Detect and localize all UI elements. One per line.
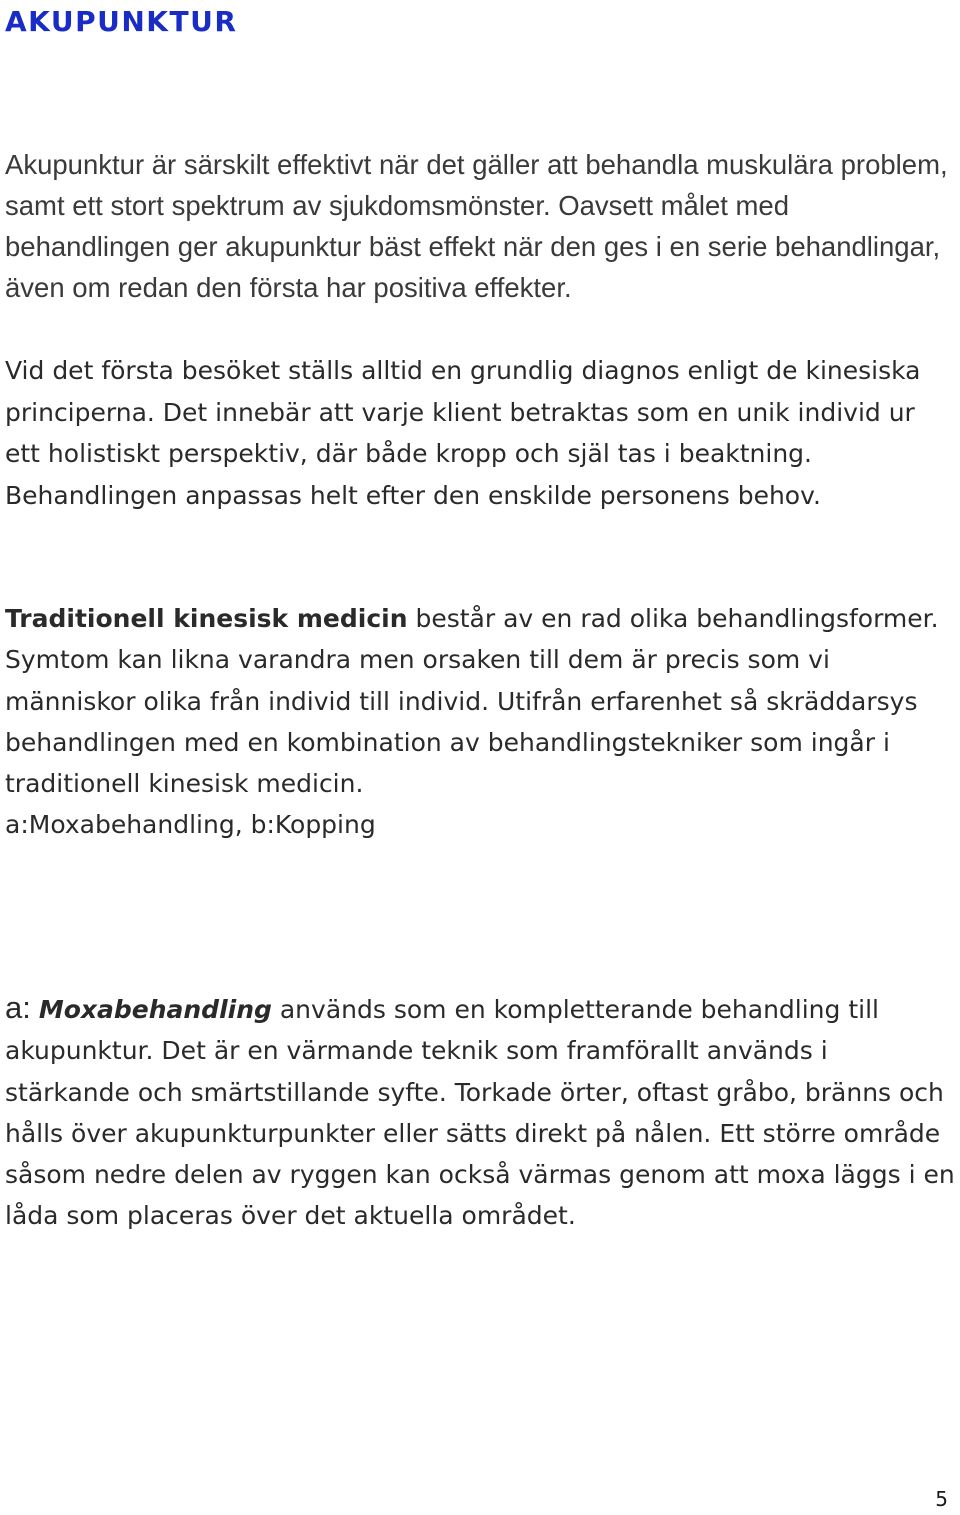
intro-paragraph: Akupunktur är särskilt effektivt när det gäller att behandla muskulära problem, samt ett stort spektrum av sjukdomsmönster. Oavsett målet med behandlingen ger akupunktur bäst effekt när den ges i en serie behandlingar, även om redan den första har positiva effekter.: [5, 149, 948, 303]
page-title: AKUPUNKTUR: [5, 5, 238, 38]
moxa-paragraph: [5, 987, 955, 1237]
diagnosis-paragraph: Vid det första besöket ställs alltid en grundlig diagnos enligt de kinesiska principerna. Det innebär att varje klient betraktas som en unik individ ur ett holistiskt perspektiv, där både kropp och själ tas i beaktning. Behandlingen anpassas helt efter den enskilde personens behov.: [5, 356, 921, 510]
tcm-paragraph: [5, 598, 955, 846]
moxa-term: Moxabehandling: [38, 995, 272, 1024]
page-number: 5: [935, 1487, 948, 1511]
moxa-text: används som en kompletterande behandling till akupunktur. Det är en värmande teknik som framförallt används i stärkande och smärtstillande syfte. Torkade örter, oftast gråbo, bränns och hålls över akupunkturpunkter eller sätts direkt på nålen. Ett större område såsom nedre delen av ryggen kan också värmas genom att moxa läggs i en låda som placeras över det aktuella området.: [5, 995, 955, 1231]
moxa-letter: a:: [5, 990, 31, 1025]
tcm-term: Traditionell kinesisk medicin: [5, 604, 408, 633]
treatment-list: a:Moxabehandling, b:Kopping: [5, 810, 376, 840]
tcm-text: består av en rad olika behandlingsformer. Symtom kan likna varandra men orsaken till dem är precis som vi människor olika från individ till individ. Utifrån erfarenhet så skräddarsys behandlingen med en kombination av behandlingstekniker som ingår i traditionell kinesisk medicin.: [5, 604, 939, 799]
